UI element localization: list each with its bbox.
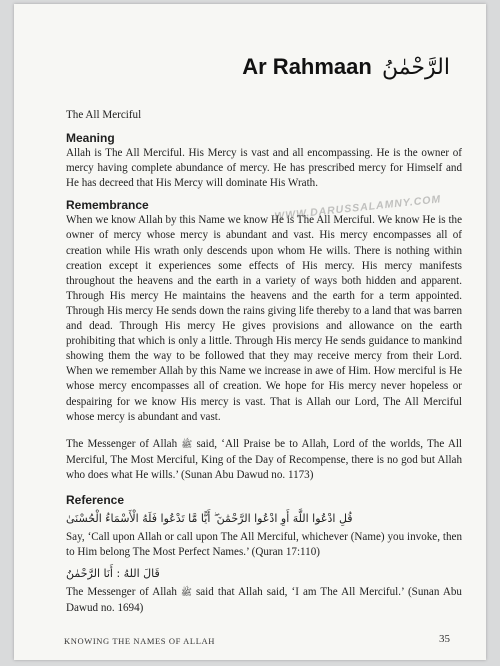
title-latin: Ar Rahmaan [242,54,372,79]
hadith-text: said, ‘All Praise be to Allah, Lord of the worlds, The All Merciful, The Most Merciful, King of the Day of Recompense, there is no god but Allah who does what He wills.’ (Sunan Abu Dawud no. 1173) [66,437,463,481]
watermark: WWW.DARUSSALAMNY.COM [273,193,442,223]
reference-hadith-text: said that Allah said, ‘I am The All Merciful.’ (Sunan Abu Dawud no. 1694) [66,586,462,615]
remembrance-heading: Remembrance [66,198,149,213]
quran-translation: Say, ‘Call upon Allah or call upon The All Merciful, whichever (Name) you invoke, then to Him belong The Most Perfect Names.’ (Quran 17:110) [66,531,462,559]
book-page [14,4,486,660]
meaning-text: Allah is The All Merciful. His Mercy is vast and all encompassing. He is the owner of mercy having complete abundance of mercy. He has prescribed mercy for Himself and He has decreed that His Mercy will dominate His Wrath. [66,147,462,190]
page-body [66,108,462,619]
quran-verse-arabic: قُلِ ادْعُوا اللَّهَ أَوِ ادْعُوا الرَّحْمَٰنَ ۖ أَيًّا مَّا تَدْعُوا فَلَهُ الْأَسْمَاءُ الْحُسْنَىٰ [66,511,353,525]
page-number: 35 [439,633,450,645]
hadith-paragraph [66,437,462,483]
hadith-arabic: قَالَ اللهُ : أَنَا الرَّحْمٰنُ [66,567,160,581]
page-title [242,54,450,80]
meaning-heading: Meaning [66,131,115,146]
hadith-prefix: The Messenger of Allah [66,437,178,450]
meaning-section [66,131,462,191]
title-arabic: الرَّحْمٰنُ [381,55,450,80]
remembrance-section [66,198,462,424]
running-footer: KNOWING THE NAMES OF ALLAH [64,636,215,646]
reference-hadith-prefix: The Messenger of Allah [66,586,177,599]
reference-salutation-glyph: ﷺ [180,588,192,599]
remembrance-text: When we know Allah by this Name we know He is The All Merciful. We know He is the owner of mercy whose mercy is abundant and vast. His mercy encompasses all of creation while His wrath only descends upon whom He wills. There is nothing within creation except it experiences some effects of His mercy. His mercy manifests throughout the heavens and the earth in a variety of ways both hidden and apparent. Through His mercy He maintains the heavens and the earth for a term appointed. Through His mercy He sends down the rains giving life thereby to a land that was barren and dead. Through His mercy He gives provisions and allowance on the earth prohibiting that which is only a little. Through His mercy He sends guidance to mankind showing them the way to be followed that they may receive mercy from their Lord. When we remember Allah by this Name we increase in awe of Him. How merciful is He whose mercy encompasses all of creation. We hope for His mercy never hopeless or despairing for we know His mercy is vast. That is Allah our Lord, The All Merciful whose mercy is abundant and vast. [66,214,462,423]
reference-heading: Reference [66,492,125,507]
reference-hadith [66,585,462,616]
name-translation: The All Merciful [66,109,142,121]
salutation-glyph: ﷺ [181,439,193,450]
reference-section [66,493,462,617]
